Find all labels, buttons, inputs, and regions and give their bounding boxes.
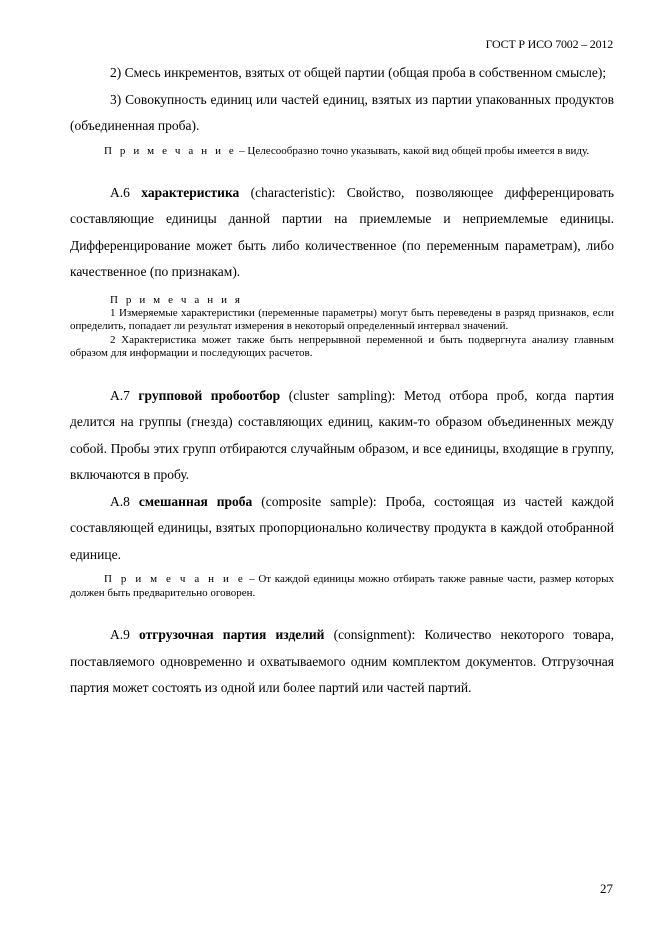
page-number: 27 (600, 881, 613, 896)
note-item-1: 1 Измеряемые характеристики (переменные параметры) могут быть переведены в разряд признаков, если определить, попадает ли результат измерения в некоторый определенный интервал значений. (70, 306, 614, 332)
page-body (70, 60, 614, 702)
clause-number: А.7 (110, 387, 130, 403)
definition-text: (cluster sampling): Метод отбора проб, когда партия делится на группы (гнезда) составляющих единиц, каким-то образом объединенных между собой. Пробы этих групп отбираются случайным образом, и все единицы, входящие в группу, включаются в пробу. (70, 387, 615, 482)
item-3-paragraph: 3) Совокупность единиц или частей единиц, взятых из партии упакованных продуктов (объединенная проба). (70, 91, 614, 133)
clause-number: А.9 (110, 627, 130, 642)
term-name: групповой пробоотбор (138, 387, 281, 403)
clause-number: А.6 (110, 184, 130, 200)
item-2-paragraph: 2) Смесь инкрементов, взятых от общей партии (общая проба в собственном смысле); (110, 65, 607, 80)
term-name: характеристика (141, 184, 240, 200)
definition-a8 (70, 489, 614, 569)
note-item-2: 2 Характеристика может также быть непрерывной переменной и быть подвергнута анализу главным образом для информации и последующих расчетов. (70, 333, 614, 359)
note-label: П р и м е ч а н и е (104, 144, 237, 157)
note-label: П р и м е ч а н и е (104, 573, 246, 585)
definition-text: (composite sample): Проба, состоящая из частей каждой составляющей единицы, взятых пропорционально количеству продукта в каждой отобранной единице. (70, 493, 615, 562)
definition-a7 (70, 383, 614, 489)
term-name: отгрузочная партия изделий (139, 627, 325, 642)
document-header: ГОСТ Р ИСО 7002 – 2012 (485, 37, 613, 51)
definition-a6 (70, 180, 614, 286)
note-text: – От каждой единицы можно отбирать также равные части, размер которых должен быть предварительно оговорен. (70, 573, 614, 599)
note-text: – Целесообразно точно указывать, какой вид общей пробы имеется в виду. (236, 144, 590, 157)
definition-text: (consignment): Количество некоторого товара, поставляемого одновременно и охватываемого одним комплектом документов. Отгрузочная партия может состоять из одной или более партий или частей партий. (70, 627, 615, 695)
clause-number: А.8 (110, 493, 130, 509)
note-general-sample (70, 144, 614, 158)
definition-a9 (70, 622, 614, 702)
note-composite-sample (70, 572, 614, 600)
notes-heading: П р и м е ч а н и я (110, 293, 243, 306)
term-name: смешанная проба (138, 493, 253, 509)
definition-text: (characteristic): Свойство, позволяющее дифференцировать составляющие единицы данной партии на приемлемые и неприемлемые единицы. Дифференцирование может быть либо количественное (по переменным параметрам), либо качественное (по признакам). (70, 184, 615, 279)
